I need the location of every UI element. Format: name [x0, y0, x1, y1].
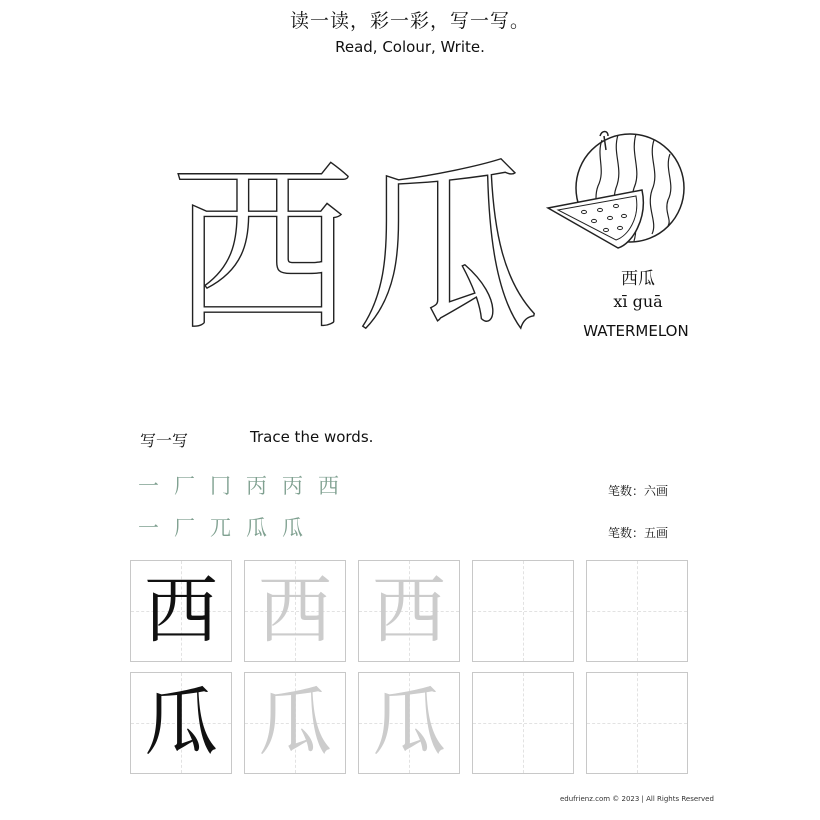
outline-characters — [170, 142, 570, 358]
stroke-step: 厂 — [174, 474, 195, 498]
grid-char: 瓜 — [372, 680, 446, 766]
grid-cell[interactable] — [586, 672, 688, 774]
footer-copyright: edufrienz.com © 2023 | All Rights Reserved — [560, 795, 714, 803]
outline-char-gua: 瓜 — [355, 142, 540, 358]
stroke-step: 瓜 — [246, 516, 267, 540]
stroke-step: 兀 — [210, 516, 231, 540]
grid-cell[interactable] — [472, 672, 574, 774]
stroke-step: 瓜 — [282, 516, 303, 540]
grid-char: 瓜 — [144, 680, 218, 766]
grid-cell[interactable] — [244, 560, 346, 662]
grid-char: 瓜 — [258, 680, 332, 766]
write-heading-english: Trace the words. — [250, 428, 374, 446]
watermelon-icon — [544, 126, 694, 256]
grid-char — [473, 673, 573, 773]
write-heading-chinese: 写一写 — [140, 431, 189, 450]
stroke-order-gua — [138, 512, 318, 542]
title-chinese: 读一读，彩一彩，写一写。 — [289, 10, 530, 32]
grid-char — [587, 561, 687, 661]
stroke-step: 丙 — [282, 474, 303, 498]
grid-cell[interactable] — [472, 560, 574, 662]
grid-char — [473, 561, 573, 661]
grid-cell[interactable] — [130, 672, 232, 774]
word-english: WATERMELON — [583, 322, 689, 340]
stroke-step: 一 — [138, 474, 159, 498]
title-english: Read, Colour, Write. — [335, 38, 485, 56]
grid-cell[interactable] — [358, 672, 460, 774]
grid-cell[interactable] — [586, 560, 688, 662]
stroke-count-gua: 笔数：五画 — [608, 526, 669, 540]
stroke-step: 冂 — [210, 474, 231, 498]
grid-cell[interactable] — [358, 560, 460, 662]
word-pinyin: xī guā — [613, 292, 663, 311]
grid-cell[interactable] — [130, 560, 232, 662]
grid-cell[interactable] — [244, 672, 346, 774]
grid-char: 西 — [372, 568, 446, 654]
stroke-step: 一 — [138, 516, 159, 540]
stroke-order-xi — [138, 470, 354, 500]
word-chinese: 西瓜 — [621, 269, 655, 289]
grid-char: 西 — [144, 568, 218, 654]
outline-char-xi: 西 — [170, 142, 355, 358]
stroke-step: 厂 — [174, 516, 195, 540]
grid-char: 西 — [258, 568, 332, 654]
stroke-step: 丙 — [246, 474, 267, 498]
stroke-step: 西 — [318, 474, 339, 498]
stroke-count-xi: 笔数：六画 — [608, 484, 669, 498]
grid-char — [587, 673, 687, 773]
